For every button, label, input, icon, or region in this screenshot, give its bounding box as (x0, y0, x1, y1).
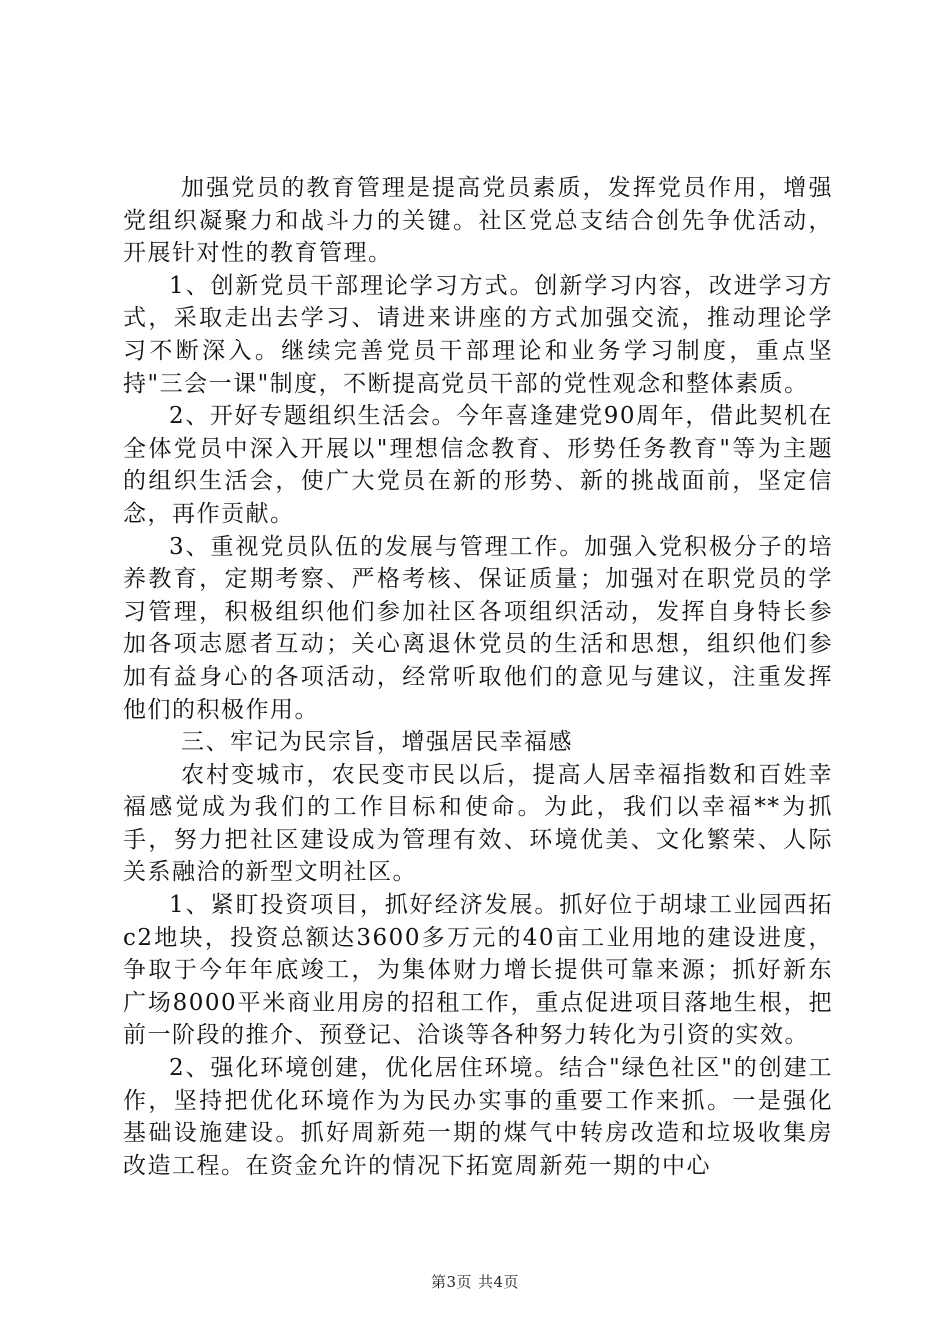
section-heading-three: 三、牢记为民宗旨，增强居民幸福感 (181, 729, 573, 756)
item-2-environment: 2、强化环境创建，优化居住环境。结合"绿色社区"的创建工作，坚持把优化环境作为为民办实事的重要工作来抓。一是强化基础设施建设。抓好周新苑一期的煤气中转房改造和垃圾收集房改造工程。在资金允许的情况下拓宽周新苑一期的中心 (123, 1055, 833, 1179)
section-three-intro: 农村变城市，农民变市民以后，提高人居幸福指数和百姓幸福感觉成为我们的工作目标和使命。为此，我们以幸福**为抓手，努力把社区建设成为管理有效、环境优美、文化繁荣、人际关系融洽的新型文明社区。 (123, 761, 833, 886)
document-body (123, 172, 833, 1182)
item-3-member-management: 3、重视党员队伍的发展与管理工作。加强入党积极分子的培养教育，定期考察、严格考核、保证质量；加强对在职党员的学习管理，积极组织他们参加社区各项组织活动，发挥自身特长参加各项志愿者互动；关心离退休党员的生活和思想，组织他们参加有益身心的各项活动，经常听取他们的意见与建议，注重发挥他们的积极作用。 (123, 533, 833, 723)
intro-paragraph: 加强党员的教育管理是提高党员素质，发挥党员作用，增强党组织凝聚力和战斗力的关键。社区党总支结合创先争优活动，开展针对性的教育管理。 (123, 175, 833, 267)
page-total: 共4页 (478, 1273, 520, 1291)
page-number: 第3页 (430, 1273, 472, 1291)
page-footer (0, 1272, 950, 1292)
item-1-theory-study: 1、创新党员干部理论学习方式。创新学习内容，改进学习方式，采取走出去学习、请进来讲座的方式加强交流，推动理论学习不断深入。继续完善党员干部理论和业务学习制度，重点坚持"三会一课"制度，不断提高党员干部的党性观念和整体素质。 (123, 272, 833, 397)
item-2-life-meeting: 2、开好专题组织生活会。今年喜逢建党90周年，借此契机在全体党员中深入开展以"理想信念教育、形势任务教育"等为主题的组织生活会，使广大党员在新的形势、新的挑战面前，坚定信念，再作贡献。 (123, 403, 833, 527)
item-1-investment: 1、紧盯投资项目，抓好经济发展。抓好位于胡埭工业园西拓c2地块，投资总额达3600多万元的40亩工业用地的建设进度，争取于今年年底竣工，为集体财力增长提供可靠来源；抓好新东广场8000平米商业用房的招租工作，重点促进项目落地生根，把前一阶段的推介、预登记、洽谈等各种努力转化为引资的实效。 (123, 892, 833, 1049)
